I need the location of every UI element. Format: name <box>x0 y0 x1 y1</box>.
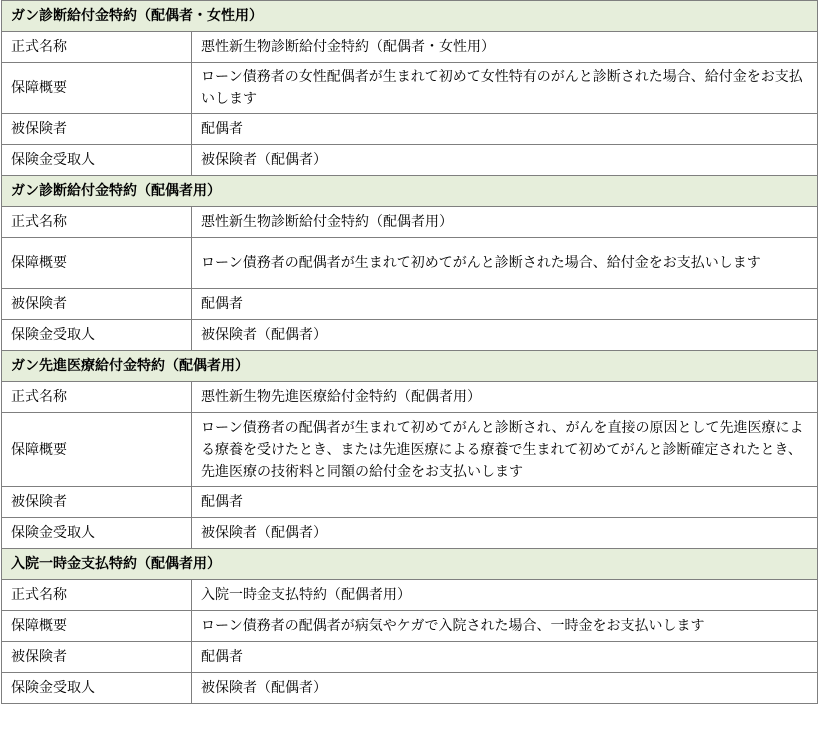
table-row <box>2 580 818 611</box>
table-row <box>2 487 818 518</box>
row-label: 被保険者 <box>2 642 192 673</box>
row-label: 保障概要 <box>2 238 192 289</box>
section-header-cancer-diagnosis-female <box>2 1 818 32</box>
table-row <box>2 611 818 642</box>
row-value: 被保険者（配偶者） <box>192 673 818 704</box>
table-row <box>2 320 818 351</box>
section-header-hospitalization-lump-sum <box>2 549 818 580</box>
row-value: 被保険者（配偶者） <box>192 320 818 351</box>
row-label: 保険金受取人 <box>2 518 192 549</box>
row-value: ローン債務者の女性配偶者が生まれて初めて女性特有のがんと診断された場合、給付金をお支払いします <box>192 63 818 114</box>
row-value: ローン債務者の配偶者が生まれて初めてがんと診断された場合、給付金をお支払いします <box>192 238 818 289</box>
row-value: ローン債務者の配偶者が生まれて初めてがんと診断され、がんを直接の原因として先進医療による療養を受けたとき、または先進医療による療養で生まれて初めてがんと診断確定されたとき、先進医療の技術料と同額の給付金をお支払いします <box>192 413 818 487</box>
rider-table <box>1 0 818 704</box>
row-value: ローン債務者の配偶者が病気やケガで入院された場合、一時金をお支払いします <box>192 611 818 642</box>
table-row <box>2 63 818 114</box>
row-label: 正式名称 <box>2 207 192 238</box>
row-label: 保険金受取人 <box>2 673 192 704</box>
row-label: 保険金受取人 <box>2 320 192 351</box>
row-label: 正式名称 <box>2 580 192 611</box>
table-row <box>2 238 818 289</box>
row-label: 被保険者 <box>2 487 192 518</box>
table-row <box>2 518 818 549</box>
row-value: 悪性新生物診断給付金特約（配偶者用） <box>192 207 818 238</box>
table-row <box>2 32 818 63</box>
table-row <box>2 413 818 487</box>
row-value: 被保険者（配偶者） <box>192 518 818 549</box>
row-label: 被保険者 <box>2 114 192 145</box>
row-value: 入院一時金支払特約（配偶者用） <box>192 580 818 611</box>
row-label: 正式名称 <box>2 32 192 63</box>
row-value: 配偶者 <box>192 289 818 320</box>
row-label: 保険金受取人 <box>2 145 192 176</box>
section-header-cancer-advanced-medical <box>2 351 818 382</box>
row-label: 被保険者 <box>2 289 192 320</box>
row-label: 正式名称 <box>2 382 192 413</box>
row-value: 被保険者（配偶者） <box>192 145 818 176</box>
row-label: 保障概要 <box>2 611 192 642</box>
section-title: 入院一時金支払特約（配偶者用） <box>2 549 818 580</box>
section-title: ガン診断給付金特約（配偶者・女性用） <box>2 1 818 32</box>
row-value: 配偶者 <box>192 487 818 518</box>
table-row <box>2 642 818 673</box>
row-value: 配偶者 <box>192 642 818 673</box>
row-label: 保障概要 <box>2 413 192 487</box>
table-row <box>2 207 818 238</box>
table-row <box>2 289 818 320</box>
table-row <box>2 673 818 704</box>
section-header-cancer-diagnosis <box>2 176 818 207</box>
row-label: 保障概要 <box>2 63 192 114</box>
row-value: 悪性新生物先進医療給付金特約（配偶者用） <box>192 382 818 413</box>
section-title: ガン先進医療給付金特約（配偶者用） <box>2 351 818 382</box>
row-value: 悪性新生物診断給付金特約（配偶者・女性用） <box>192 32 818 63</box>
section-title: ガン診断給付金特約（配偶者用） <box>2 176 818 207</box>
table-row <box>2 382 818 413</box>
table-row <box>2 145 818 176</box>
row-value: 配偶者 <box>192 114 818 145</box>
table-row <box>2 114 818 145</box>
